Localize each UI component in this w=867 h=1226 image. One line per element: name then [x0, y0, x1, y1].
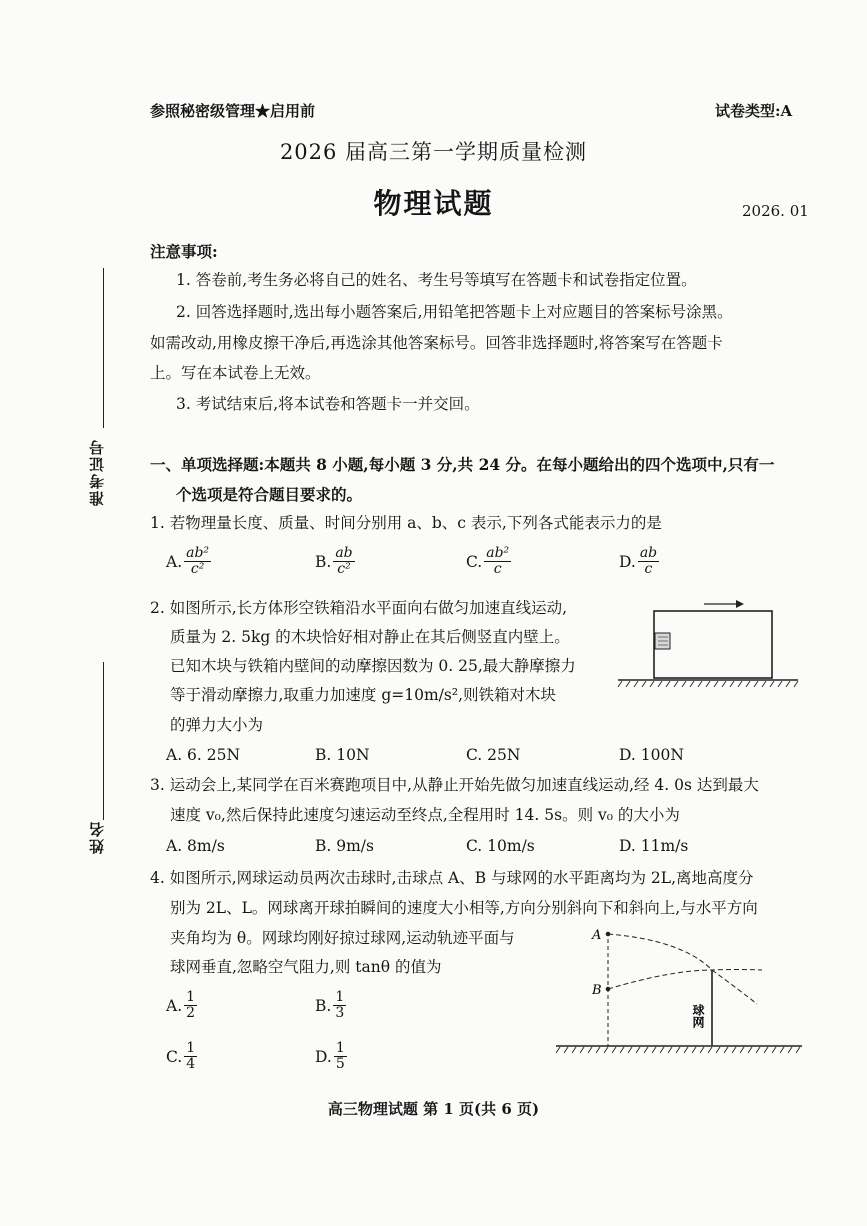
point-a-label: A	[592, 928, 602, 943]
q1-c-numerator: ab²	[486, 545, 510, 561]
q2-line-1: 2. 如图所示,长方体形空铁箱沿水平面向右做匀加速直线运动,	[150, 599, 568, 617]
q4-option-c-label: C.	[166, 1047, 183, 1066]
q2-line-5: 的弹力大小为	[170, 716, 264, 734]
q3-line-1: 3. 运动会上,某同学在百米赛跑项目中,从静止开始先做匀加速直线运动,经 4. 0s 达到最大	[150, 776, 759, 794]
q2-option-a: A. 6. 25N	[166, 746, 241, 764]
court-ground-hatch	[556, 1047, 800, 1053]
q1-b-numerator: ab	[335, 545, 353, 561]
q3-option-c: C. 10m/s	[466, 837, 535, 855]
q4-line-4: 球网垂直,忽略空气阻力,则 tanθ 的值为	[170, 958, 442, 976]
notes-line-2c: 上。写在本试卷上无效。	[150, 364, 321, 382]
q4-option-b-label: B.	[315, 996, 332, 1015]
notes-line-2a: 2. 回答选择题时,选出每小题答案后,用铅笔把答题卡上对应题目的答案标号涂黑。	[176, 303, 733, 321]
q2-option-b: B. 10N	[315, 746, 370, 764]
q4-b-denominator: 3	[335, 1005, 345, 1021]
paper-type-label: 试卷类型:A	[715, 102, 793, 120]
q3-option-d: D. 11m/s	[619, 837, 689, 855]
exam-date: 2026. 01	[742, 202, 809, 220]
q1-d-numerator: ab	[639, 545, 658, 561]
section-heading-line-1: 一、单项选择题:本题共 8 小题,每小题 3 分,共 24 分。在每小题给出的四个选项中,只有一	[150, 455, 775, 474]
q1-a-numerator: ab²	[186, 545, 210, 561]
q1-option-c-label: C.	[466, 552, 483, 571]
q4-c-denominator: 4	[186, 1056, 196, 1072]
q4-b-numerator: 1	[335, 989, 345, 1005]
q1-option-a	[166, 546, 211, 577]
q1-option-c	[466, 546, 511, 577]
trajectory-b	[608, 970, 762, 990]
q2-figure	[612, 592, 802, 692]
q2-line-4: 等于滑动摩擦力,取重力加速度 g=10m/s²,则铁箱对木块	[170, 686, 557, 704]
q2-line-3: 已知木块与铁箱内壁间的动摩擦因数为 0. 25,最大静摩擦力	[170, 657, 576, 675]
q1-stem: 1. 若物理量长度、质量、时间分别用 a、b、c 表示,下列各式能表示力的是	[150, 514, 662, 532]
point-b-dot	[606, 987, 611, 992]
q2-option-d: D. 100N	[619, 746, 684, 764]
q1-option-a-label: A.	[166, 552, 183, 571]
trajectory-a	[608, 934, 757, 1004]
point-b-label: B	[592, 983, 602, 998]
iron-box	[654, 611, 772, 678]
motion-arrow-head	[736, 600, 744, 608]
q4-d-denominator: 5	[335, 1056, 345, 1072]
q4-option-d	[315, 1041, 347, 1072]
q1-b-denominator: c²	[337, 561, 351, 577]
notes-line-3: 3. 考试结束后,将本试卷和答题卡一并交回。	[176, 395, 480, 413]
q1-option-b	[315, 546, 355, 577]
q1-option-d-label: D.	[619, 552, 636, 571]
q4-a-denominator: 2	[186, 1005, 196, 1021]
name-line	[103, 662, 104, 820]
q4-option-c	[166, 1041, 197, 1072]
q3-line-2: 速度 v₀,然后保持此速度匀速运动至终点,全程用时 14. 5s。则 v₀ 的大小为	[170, 806, 680, 824]
q4-line-1: 4. 如图所示,网球运动员两次击球时,击球点 A、B 与球网的水平距离均为 2L,离地高度分	[150, 869, 754, 887]
q4-a-numerator: 1	[186, 989, 196, 1005]
exam-id-label: 准考证号	[88, 438, 106, 506]
secrecy-label: 参照秘密级管理★启用前	[150, 102, 316, 120]
q1-a-denominator: c²	[190, 561, 205, 577]
q1-option-d	[619, 546, 659, 577]
q4-option-a-label: A.	[166, 996, 183, 1015]
q4-option-b	[315, 990, 346, 1021]
net-label: 球网	[691, 1004, 705, 1028]
ground-hatch	[618, 681, 798, 687]
name-label: 姓名	[88, 820, 106, 854]
q4-line-3: 夹角均为 θ。网球均刚好掠过球网,运动轨迹平面与	[170, 929, 515, 947]
q3-option-a: A. 8m/s	[166, 837, 225, 855]
point-a-dot	[606, 932, 611, 937]
exam-title: 2026 届高三第一学期质量检测	[279, 140, 588, 164]
q4-d-numerator: 1	[335, 1040, 345, 1056]
q4-c-numerator: 1	[186, 1040, 196, 1056]
q4-line-2: 别为 2L、L。网球离开球拍瞬间的速度大小相等,方向分别斜向下和斜向上,与水平方向	[170, 899, 758, 917]
q1-option-b-label: B.	[315, 552, 332, 571]
notes-line-1: 1. 答卷前,考生务必将自己的姓名、考生号等填写在答题卡和试卷指定位置。	[176, 271, 697, 289]
q2-line-2: 质量为 2. 5kg 的木块恰好相对静止在其后侧竖直内壁上。	[170, 628, 570, 646]
q1-d-denominator: c	[644, 561, 653, 577]
q2-option-c: C. 25N	[466, 746, 521, 764]
page-footer: 高三物理试题 第 1 页(共 6 页)	[327, 1100, 540, 1118]
subject-title: 物理试题	[373, 187, 494, 220]
q3-option-b: B. 9m/s	[315, 837, 374, 855]
q4-figure	[552, 922, 807, 1057]
notes-line-2b: 如需改动,用橡皮擦干净后,再选涂其他答案标号。回答非选择题时,将答案写在答题卡	[150, 334, 723, 352]
q4-option-a	[166, 990, 197, 1021]
section-heading-line-2: 个选项是符合题目要求的。	[176, 485, 363, 504]
exam-id-line	[103, 268, 104, 428]
notes-heading: 注意事项:	[150, 242, 218, 261]
q4-option-d-label: D.	[315, 1047, 332, 1066]
q1-c-denominator: c	[493, 561, 502, 577]
